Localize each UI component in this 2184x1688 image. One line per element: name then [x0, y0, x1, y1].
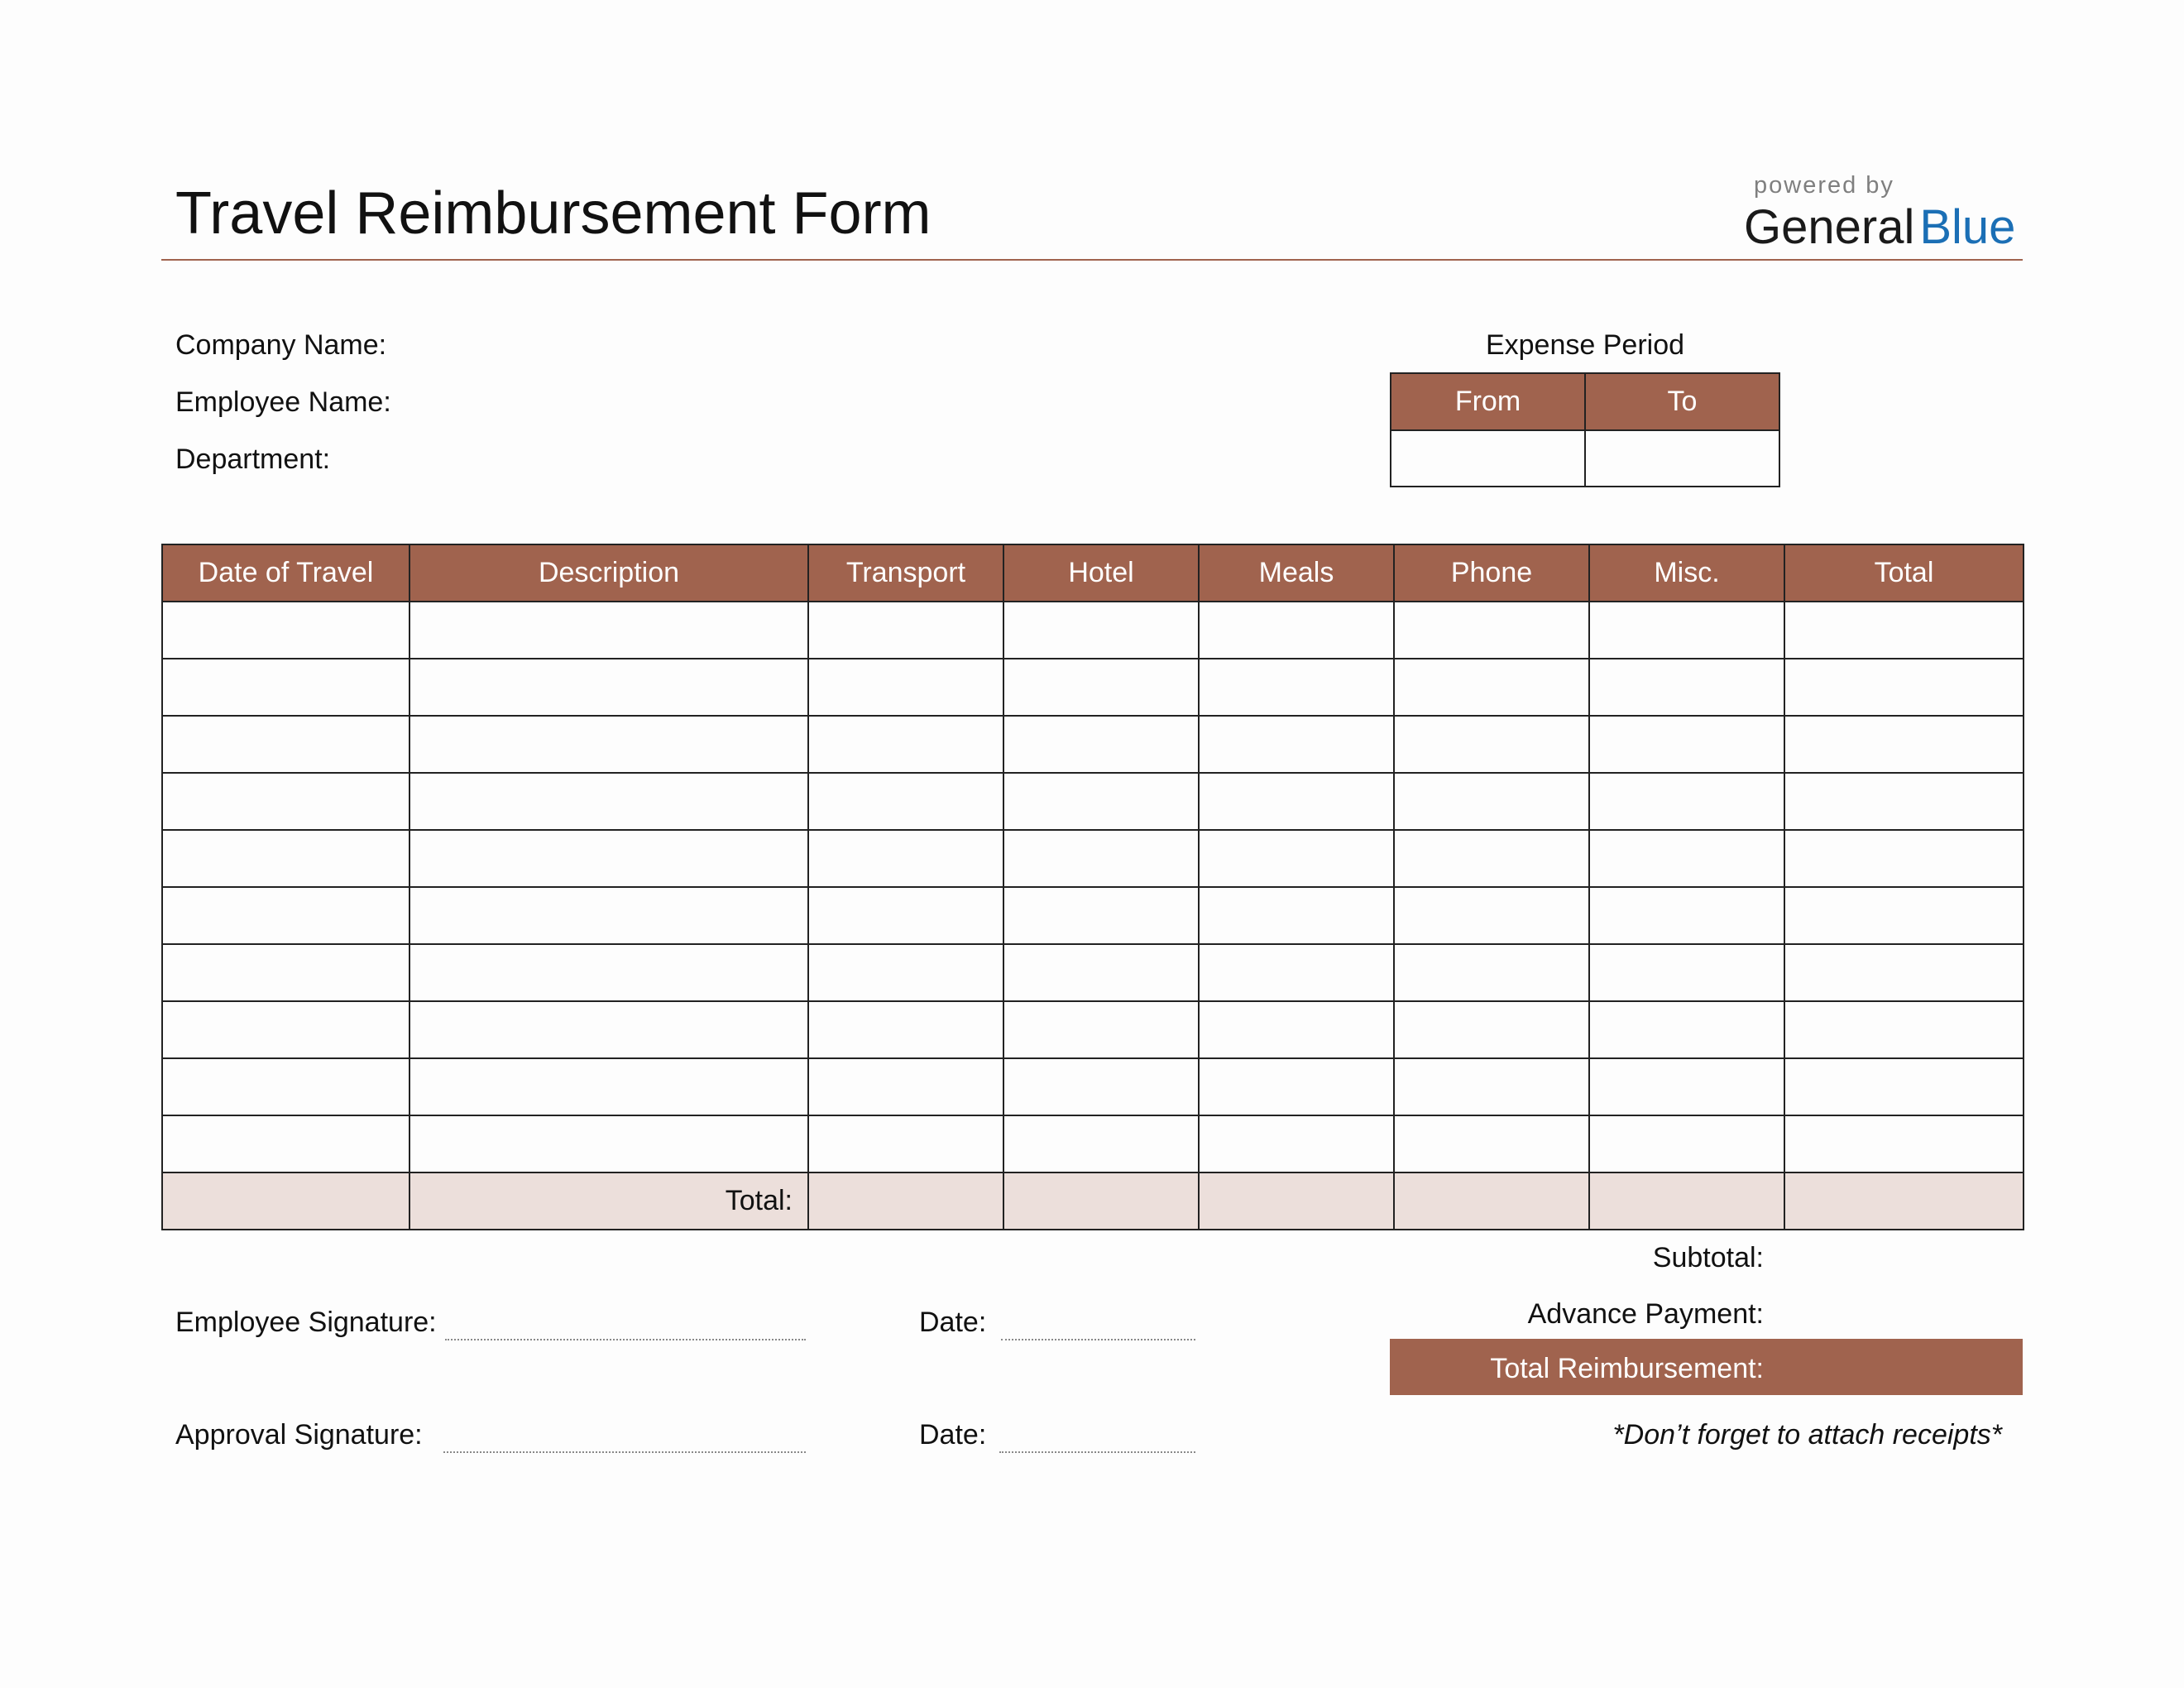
approval-signature-label: Approval Signature: [175, 1419, 423, 1451]
col-misc: Misc. [1589, 544, 1784, 602]
transport-cell[interactable] [808, 602, 1003, 659]
transport-cell[interactable] [808, 773, 1003, 830]
meals-cell[interactable] [1199, 659, 1394, 716]
to-header: To [1585, 373, 1779, 430]
transport-cell[interactable] [808, 887, 1003, 944]
meals-cell[interactable] [1199, 773, 1394, 830]
meals-cell[interactable] [1199, 716, 1394, 773]
misc-cell[interactable] [1589, 1058, 1784, 1115]
hotel-cell[interactable] [1003, 659, 1199, 716]
transport-cell[interactable] [808, 1058, 1003, 1115]
misc-cell[interactable] [1589, 944, 1784, 1001]
logo-general: General [1744, 200, 1915, 254]
total-cell[interactable] [1784, 830, 2024, 887]
logo-blue: Blue [1919, 200, 2016, 254]
date-cell[interactable] [162, 1115, 410, 1172]
title-divider [161, 259, 2023, 261]
approval-date-line[interactable] [999, 1451, 1195, 1453]
approval-date-label: Date: [919, 1419, 987, 1451]
total-cell[interactable] [1784, 944, 2024, 1001]
phone-cell[interactable] [1394, 773, 1589, 830]
form-title: Travel Reimbursement Form [175, 180, 932, 247]
date-cell[interactable] [162, 830, 410, 887]
col-hotel: Hotel [1003, 544, 1199, 602]
expense-period-title: Expense Period [1485, 329, 1685, 361]
total-reimbursement-label: Total Reimbursement: [1490, 1353, 1764, 1384]
total-cell[interactable] [1784, 1115, 2024, 1172]
col-total: Total [1784, 544, 2024, 602]
phone-cell[interactable] [1394, 1058, 1589, 1115]
expense-table [161, 544, 2024, 1230]
department-label: Department: [175, 444, 331, 475]
meals-cell[interactable] [1199, 602, 1394, 659]
from-date-cell[interactable] [1391, 430, 1585, 487]
total-cell[interactable] [1784, 659, 2024, 716]
expense-period-table [1390, 372, 1780, 487]
grand-total-cell[interactable] [1784, 1172, 2024, 1230]
phone-cell[interactable] [1394, 944, 1589, 1001]
transport-cell[interactable] [808, 1115, 1003, 1172]
col-phone: Phone [1394, 544, 1589, 602]
table-row [162, 1115, 2024, 1172]
hotel-cell[interactable] [1003, 830, 1199, 887]
hotel-cell[interactable] [1003, 773, 1199, 830]
table-row [162, 716, 2024, 773]
description-cell[interactable] [410, 1115, 808, 1172]
employee-date-line[interactable] [1001, 1339, 1195, 1340]
misc-cell[interactable] [1589, 887, 1784, 944]
total-cell[interactable] [1784, 887, 2024, 944]
description-cell[interactable] [410, 887, 808, 944]
misc-cell[interactable] [1589, 659, 1784, 716]
col-description: Description [410, 544, 808, 602]
transport-cell[interactable] [808, 659, 1003, 716]
phone-cell[interactable] [1394, 1001, 1589, 1058]
date-cell[interactable] [162, 716, 410, 773]
from-header: From [1391, 373, 1585, 430]
transport-cell[interactable] [808, 1001, 1003, 1058]
subtotal-label: Subtotal: [1652, 1242, 1764, 1273]
generalblue-logo[interactable] [1744, 200, 2016, 254]
table-row [162, 887, 2024, 944]
phone-cell[interactable] [1394, 887, 1589, 944]
meals-cell[interactable] [1199, 1115, 1394, 1172]
total-cell[interactable] [1784, 1058, 2024, 1115]
hotel-cell[interactable] [1003, 1001, 1199, 1058]
meals-cell[interactable] [1199, 1001, 1394, 1058]
phone-total-cell[interactable] [1394, 1172, 1589, 1230]
phone-cell[interactable] [1394, 602, 1589, 659]
date-cell[interactable] [162, 1001, 410, 1058]
col-date-of-travel: Date of Travel [162, 544, 410, 602]
misc-cell[interactable] [1589, 602, 1784, 659]
meals-cell[interactable] [1199, 830, 1394, 887]
phone-cell[interactable] [1394, 659, 1589, 716]
total-cell[interactable] [1784, 716, 2024, 773]
misc-total-cell[interactable] [1589, 1172, 1784, 1230]
misc-cell[interactable] [1589, 716, 1784, 773]
advance-payment-label: Advance Payment: [1527, 1298, 1764, 1330]
hotel-cell[interactable] [1003, 944, 1199, 1001]
meals-total-cell[interactable] [1199, 1172, 1394, 1230]
col-meals: Meals [1199, 544, 1394, 602]
employee-date-label: Date: [919, 1307, 987, 1338]
description-cell[interactable] [410, 1001, 808, 1058]
description-cell[interactable] [410, 773, 808, 830]
date-cell[interactable] [162, 773, 410, 830]
table-row [162, 944, 2024, 1001]
hotel-cell[interactable] [1003, 887, 1199, 944]
transport-cell[interactable] [808, 716, 1003, 773]
col-transport: Transport [808, 544, 1003, 602]
misc-cell[interactable] [1589, 773, 1784, 830]
phone-cell[interactable] [1394, 716, 1589, 773]
table-row [162, 602, 2024, 659]
description-cell[interactable] [410, 1058, 808, 1115]
total-cell[interactable] [1784, 773, 2024, 830]
approval-signature-line[interactable] [443, 1451, 806, 1453]
description-cell[interactable] [410, 830, 808, 887]
misc-cell[interactable] [1589, 1001, 1784, 1058]
total-row-blank [162, 1172, 410, 1230]
table-row [162, 830, 2024, 887]
date-cell[interactable] [162, 602, 410, 659]
meals-cell[interactable] [1199, 1058, 1394, 1115]
misc-cell[interactable] [1589, 1115, 1784, 1172]
table-header-row [162, 544, 2024, 602]
table-row [162, 773, 2024, 830]
transport-cell[interactable] [808, 944, 1003, 1001]
phone-cell[interactable] [1394, 830, 1589, 887]
meals-cell[interactable] [1199, 944, 1394, 1001]
description-cell[interactable] [410, 716, 808, 773]
date-cell[interactable] [162, 659, 410, 716]
company-name-label: Company Name: [175, 329, 387, 361]
hotel-cell[interactable] [1003, 1115, 1199, 1172]
hotel-cell[interactable] [1003, 716, 1199, 773]
meals-cell[interactable] [1199, 887, 1394, 944]
total-label: Total: [410, 1172, 808, 1230]
powered-by-text: powered by [1754, 172, 1894, 199]
description-cell[interactable] [410, 659, 808, 716]
total-cell[interactable] [1784, 602, 2024, 659]
date-cell[interactable] [162, 944, 410, 1001]
total-reimbursement-bar [1390, 1339, 2023, 1395]
hotel-cell[interactable] [1003, 602, 1199, 659]
date-cell[interactable] [162, 887, 410, 944]
totals-row [162, 1172, 2024, 1230]
transport-total-cell[interactable] [808, 1172, 1003, 1230]
transport-cell[interactable] [808, 830, 1003, 887]
employee-name-label: Employee Name: [175, 386, 391, 418]
to-date-cell[interactable] [1585, 430, 1779, 487]
employee-signature-line[interactable] [445, 1339, 806, 1340]
description-cell[interactable] [410, 602, 808, 659]
total-cell[interactable] [1784, 1001, 2024, 1058]
date-cell[interactable] [162, 1058, 410, 1115]
hotel-total-cell[interactable] [1003, 1172, 1199, 1230]
hotel-cell[interactable] [1003, 1058, 1199, 1115]
misc-cell[interactable] [1589, 830, 1784, 887]
table-row [162, 1001, 2024, 1058]
phone-cell[interactable] [1394, 1115, 1589, 1172]
table-row [162, 1058, 2024, 1115]
employee-signature-label: Employee Signature: [175, 1307, 437, 1338]
receipts-note: *Don’t forget to attach receipts* [1612, 1419, 2002, 1451]
table-row [162, 659, 2024, 716]
description-cell[interactable] [410, 944, 808, 1001]
